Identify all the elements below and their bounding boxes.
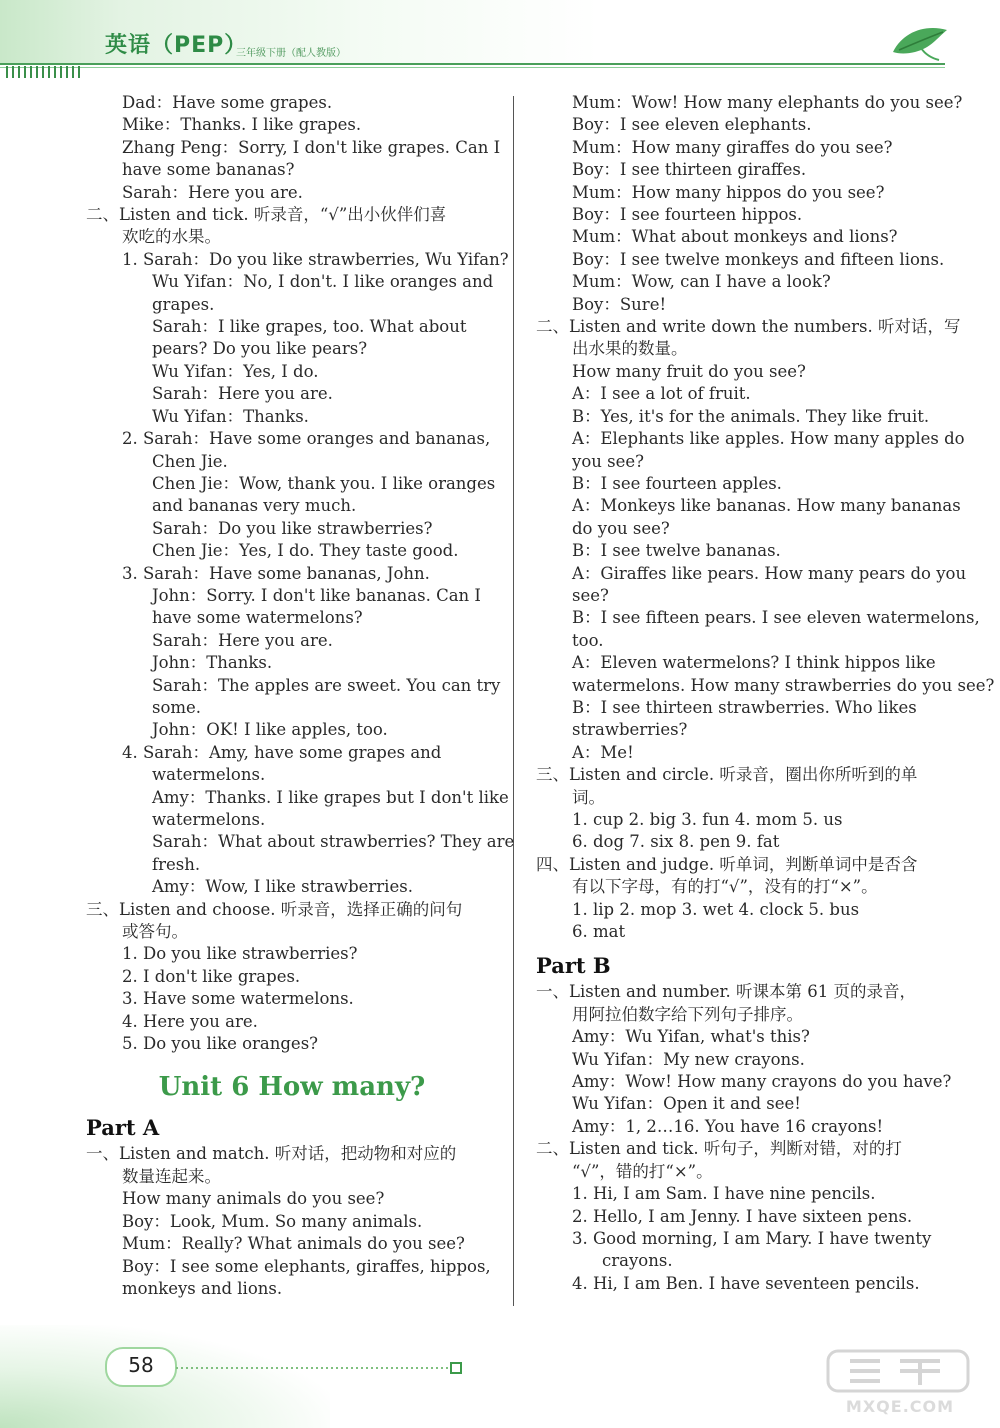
text-line: Mum：Wow, can I have a look? [572, 272, 831, 292]
text-line: you see? [572, 451, 644, 471]
page-number-badge [105, 1347, 177, 1387]
part-a-heading: Part A [86, 1115, 160, 1141]
text-line: Boy：Sure! [572, 294, 667, 314]
page-header [0, 0, 1000, 80]
text-line: Sarah：Do you like strawberries? [152, 518, 433, 538]
text-line: Boy：Look, Mum. So many animals. [122, 1211, 423, 1231]
text-line: have some watermelons? [152, 608, 363, 628]
text-line: do you see? [572, 518, 670, 538]
text-line: Wu Yifan：Thanks. [152, 406, 309, 426]
section-heading: 三、Listen and circle. 听录音，圈出你所听到的单 [536, 765, 918, 785]
text-line: John：Thanks. [152, 653, 273, 673]
text-line: Boy：I see eleven elephants. [572, 115, 812, 135]
text-line: “√”，错的打“×”。 [572, 1161, 713, 1181]
text-line: 1. Sarah：Do you like strawberries, Wu Yifan? [122, 249, 509, 269]
section-heading: 二、Listen and write down the numbers. 听对话，写 [536, 317, 961, 337]
text-line: Amy：Wow! How many crayons do you have? [572, 1072, 952, 1092]
text-line: watermelons. [152, 765, 266, 785]
section-heading: 二、Listen and tick. 听句子，判断对错，对的打 [536, 1139, 902, 1159]
text-line: A：Elephants like apples. How many apples do [572, 429, 965, 449]
text-line: fresh. [152, 854, 201, 874]
section-heading: 三、Listen and choose. 听录音，选择正确的问句 [86, 899, 463, 919]
text-line: 6. dog 7. six 8. pen 9. fat [572, 832, 780, 852]
text-line: B：I see twelve bananas. [572, 541, 781, 561]
text-line: 2. I don't like grapes. [122, 966, 301, 986]
text-line: 数量连起来。 [122, 1166, 221, 1186]
text-line: Chen Jie：Wow, thank you. I like oranges [152, 473, 496, 493]
text-line: A：Monkeys like bananas. How many bananas [572, 496, 961, 516]
text-line: 出水果的数量。 [572, 339, 688, 359]
text-line: B：I see thirteen strawberries. Who likes [572, 697, 917, 717]
text-line: A：Eleven watermelons? I think hippos like [572, 653, 936, 673]
header-rule-thin [0, 67, 945, 68]
text-line: Boy：I see fourteen hippos. [572, 205, 803, 225]
text-line: B：I see fifteen pears. I see eleven watermelons, [572, 608, 980, 628]
watermark-text: MXQE.COM [845, 1397, 955, 1416]
section-heading: 一、Listen and number. 听课本第 61 页的录音， [536, 982, 917, 1002]
text-line: Sarah：Here you are. [152, 630, 333, 650]
footer-square-icon [450, 1362, 462, 1374]
text-line: Wu Yifan：No, I don't. I like oranges and [152, 272, 494, 292]
page-footer [0, 1325, 1000, 1428]
text-line: Mike：Thanks. I like grapes. [122, 115, 362, 135]
text-line: Boy：I see some elephants, giraffes, hippos, [122, 1256, 491, 1276]
page-number: 58 [128, 1353, 154, 1377]
text-line: strawberries? [572, 720, 688, 740]
footer-dotted-line [176, 1367, 448, 1369]
text-line: Chen Jie. [152, 451, 228, 471]
text-line: 或答句。 [122, 922, 188, 942]
text-line: watermelons. [152, 810, 266, 829]
text-line: How many fruit do you see? [572, 361, 806, 381]
leaf-icon [885, 18, 955, 66]
text-line: Mum：What about monkeys and lions? [572, 227, 898, 247]
watermark [820, 1345, 980, 1415]
text-line: 3. Have some watermelons. [122, 989, 354, 1009]
header-rule [0, 63, 945, 65]
text-line: crayons. [602, 1251, 673, 1271]
section-heading: 一、Listen and match. 听对话，把动物和对应的 [86, 1144, 457, 1164]
text-line: 3. Sarah：Have some bananas, John. [122, 563, 430, 583]
text-line: 2. Sarah：Have some oranges and bananas, [122, 429, 491, 449]
text-line: Sarah：The apples are sweet. You can try [152, 675, 501, 695]
text-line: Amy：1, 2…16. You have 16 crayons! [572, 1116, 884, 1136]
right-column [536, 92, 995, 1295]
watermark-logo-icon [820, 1345, 980, 1395]
text-line: A：Giraffes like pears. How many pears do you [572, 563, 967, 583]
section-heading: 二、Listen and tick. 听录音，“√”出小伙伴们喜 [86, 205, 447, 225]
text-line: Wu Yifan：Open it and see! [572, 1094, 801, 1114]
text-line: How many animals do you see? [122, 1189, 385, 1209]
text-line: see? [572, 585, 609, 605]
unit-heading: Unit 6 How many? [158, 1072, 426, 1103]
text-line: 词。 [572, 787, 605, 807]
text-line: 4. Sarah：Amy, have some grapes and [122, 742, 442, 762]
text-line: Sarah：Here you are. [152, 384, 333, 404]
left-column [86, 92, 515, 1300]
text-line: 4. Hi, I am Ben. I have seventeen pencils. [572, 1273, 920, 1293]
book-subtitle: 三年级下册（配人教版） [236, 48, 346, 59]
text-line: 欢吃的水果。 [122, 227, 221, 247]
text-line: Mum：How many hippos do you see? [572, 182, 885, 202]
text-line: and bananas very much. [152, 496, 357, 516]
text-line: 用阿拉伯数字给下列句子排序。 [572, 1004, 803, 1024]
text-line: some. [152, 697, 202, 717]
text-line: Sarah：I like grapes, too. What about [152, 317, 467, 337]
text-line: 6. mat [572, 922, 626, 942]
text-line: 1. Hi, I am Sam. I have nine pencils. [572, 1184, 876, 1204]
text-line: Sarah：What about strawberries? They are [152, 832, 515, 852]
text-line: Amy：Thanks. I like grapes but I don't like [152, 787, 509, 807]
text-line: Chen Jie：Yes, I do. They taste good. [152, 541, 459, 561]
text-line: too. [572, 630, 604, 650]
text-line: Wu Yifan：My new crayons. [572, 1049, 805, 1069]
text-line: 有以下字母，有的打“√”，没有的打“×”。 [572, 877, 878, 897]
text-line: A：I see a lot of fruit. [572, 384, 751, 404]
text-line: have some bananas? [122, 160, 295, 180]
text-line: Amy：Wu Yifan, what's this? [572, 1027, 810, 1047]
part-b-heading: Part B [536, 953, 611, 979]
text-line: 1. Do you like strawberries? [122, 944, 358, 964]
text-line: 4. Here you are. [122, 1011, 258, 1031]
column-divider [513, 96, 514, 1306]
text-line: Amy：Wow, I like strawberries. [152, 877, 413, 897]
text-line: A：Me! [572, 742, 634, 762]
text-line: 3. Good morning, I am Mary. I have twenty [572, 1228, 932, 1248]
text-line: Boy：I see twelve monkeys and fifteen lions. [572, 249, 945, 269]
text-line: John：OK! I like apples, too. [152, 720, 388, 740]
text-line: B：I see fourteen apples. [572, 473, 782, 493]
text-line: Wu Yifan：Yes, I do. [152, 361, 319, 381]
text-line: Boy：I see thirteen giraffes. [572, 160, 807, 180]
text-line: B：Yes, it's for the animals. They like fruit. [572, 406, 930, 426]
section-heading: 四、Listen and judge. 听单词，判断单词中是否含 [536, 854, 918, 874]
text-line: Mum：Wow! How many elephants do you see? [572, 93, 963, 112]
text-line: John：Sorry. I don't like bananas. Can I [152, 585, 481, 605]
text-line: monkeys and lions. [122, 1278, 283, 1298]
text-line: 1. cup 2. big 3. fun 4. mom 5. us [572, 810, 843, 829]
text-line: 2. Hello, I am Jenny. I have sixteen pens. [572, 1206, 913, 1226]
text-line: Mum：Really? What animals do you see? [122, 1234, 465, 1254]
text-line: 1. lip 2. mop 3. wet 4. clock 5. bus [572, 899, 860, 919]
text-line: watermelons. How many strawberries do you see? [572, 675, 995, 695]
text-line: Zhang Peng：Sorry, I don't like grapes. Can I [122, 137, 501, 157]
text-line: grapes. [152, 294, 215, 314]
text-line: Mum：How many giraffes do you see? [572, 137, 893, 157]
header-tick-marks [6, 66, 80, 78]
text-line: 5. Do you like oranges? [122, 1034, 319, 1054]
text-line: Sarah：Here you are. [122, 182, 303, 202]
text-line: Dad：Have some grapes. [122, 93, 333, 112]
book-title: 英语（PEP） [105, 33, 248, 58]
text-line: pears? Do you like pears? [152, 339, 368, 359]
